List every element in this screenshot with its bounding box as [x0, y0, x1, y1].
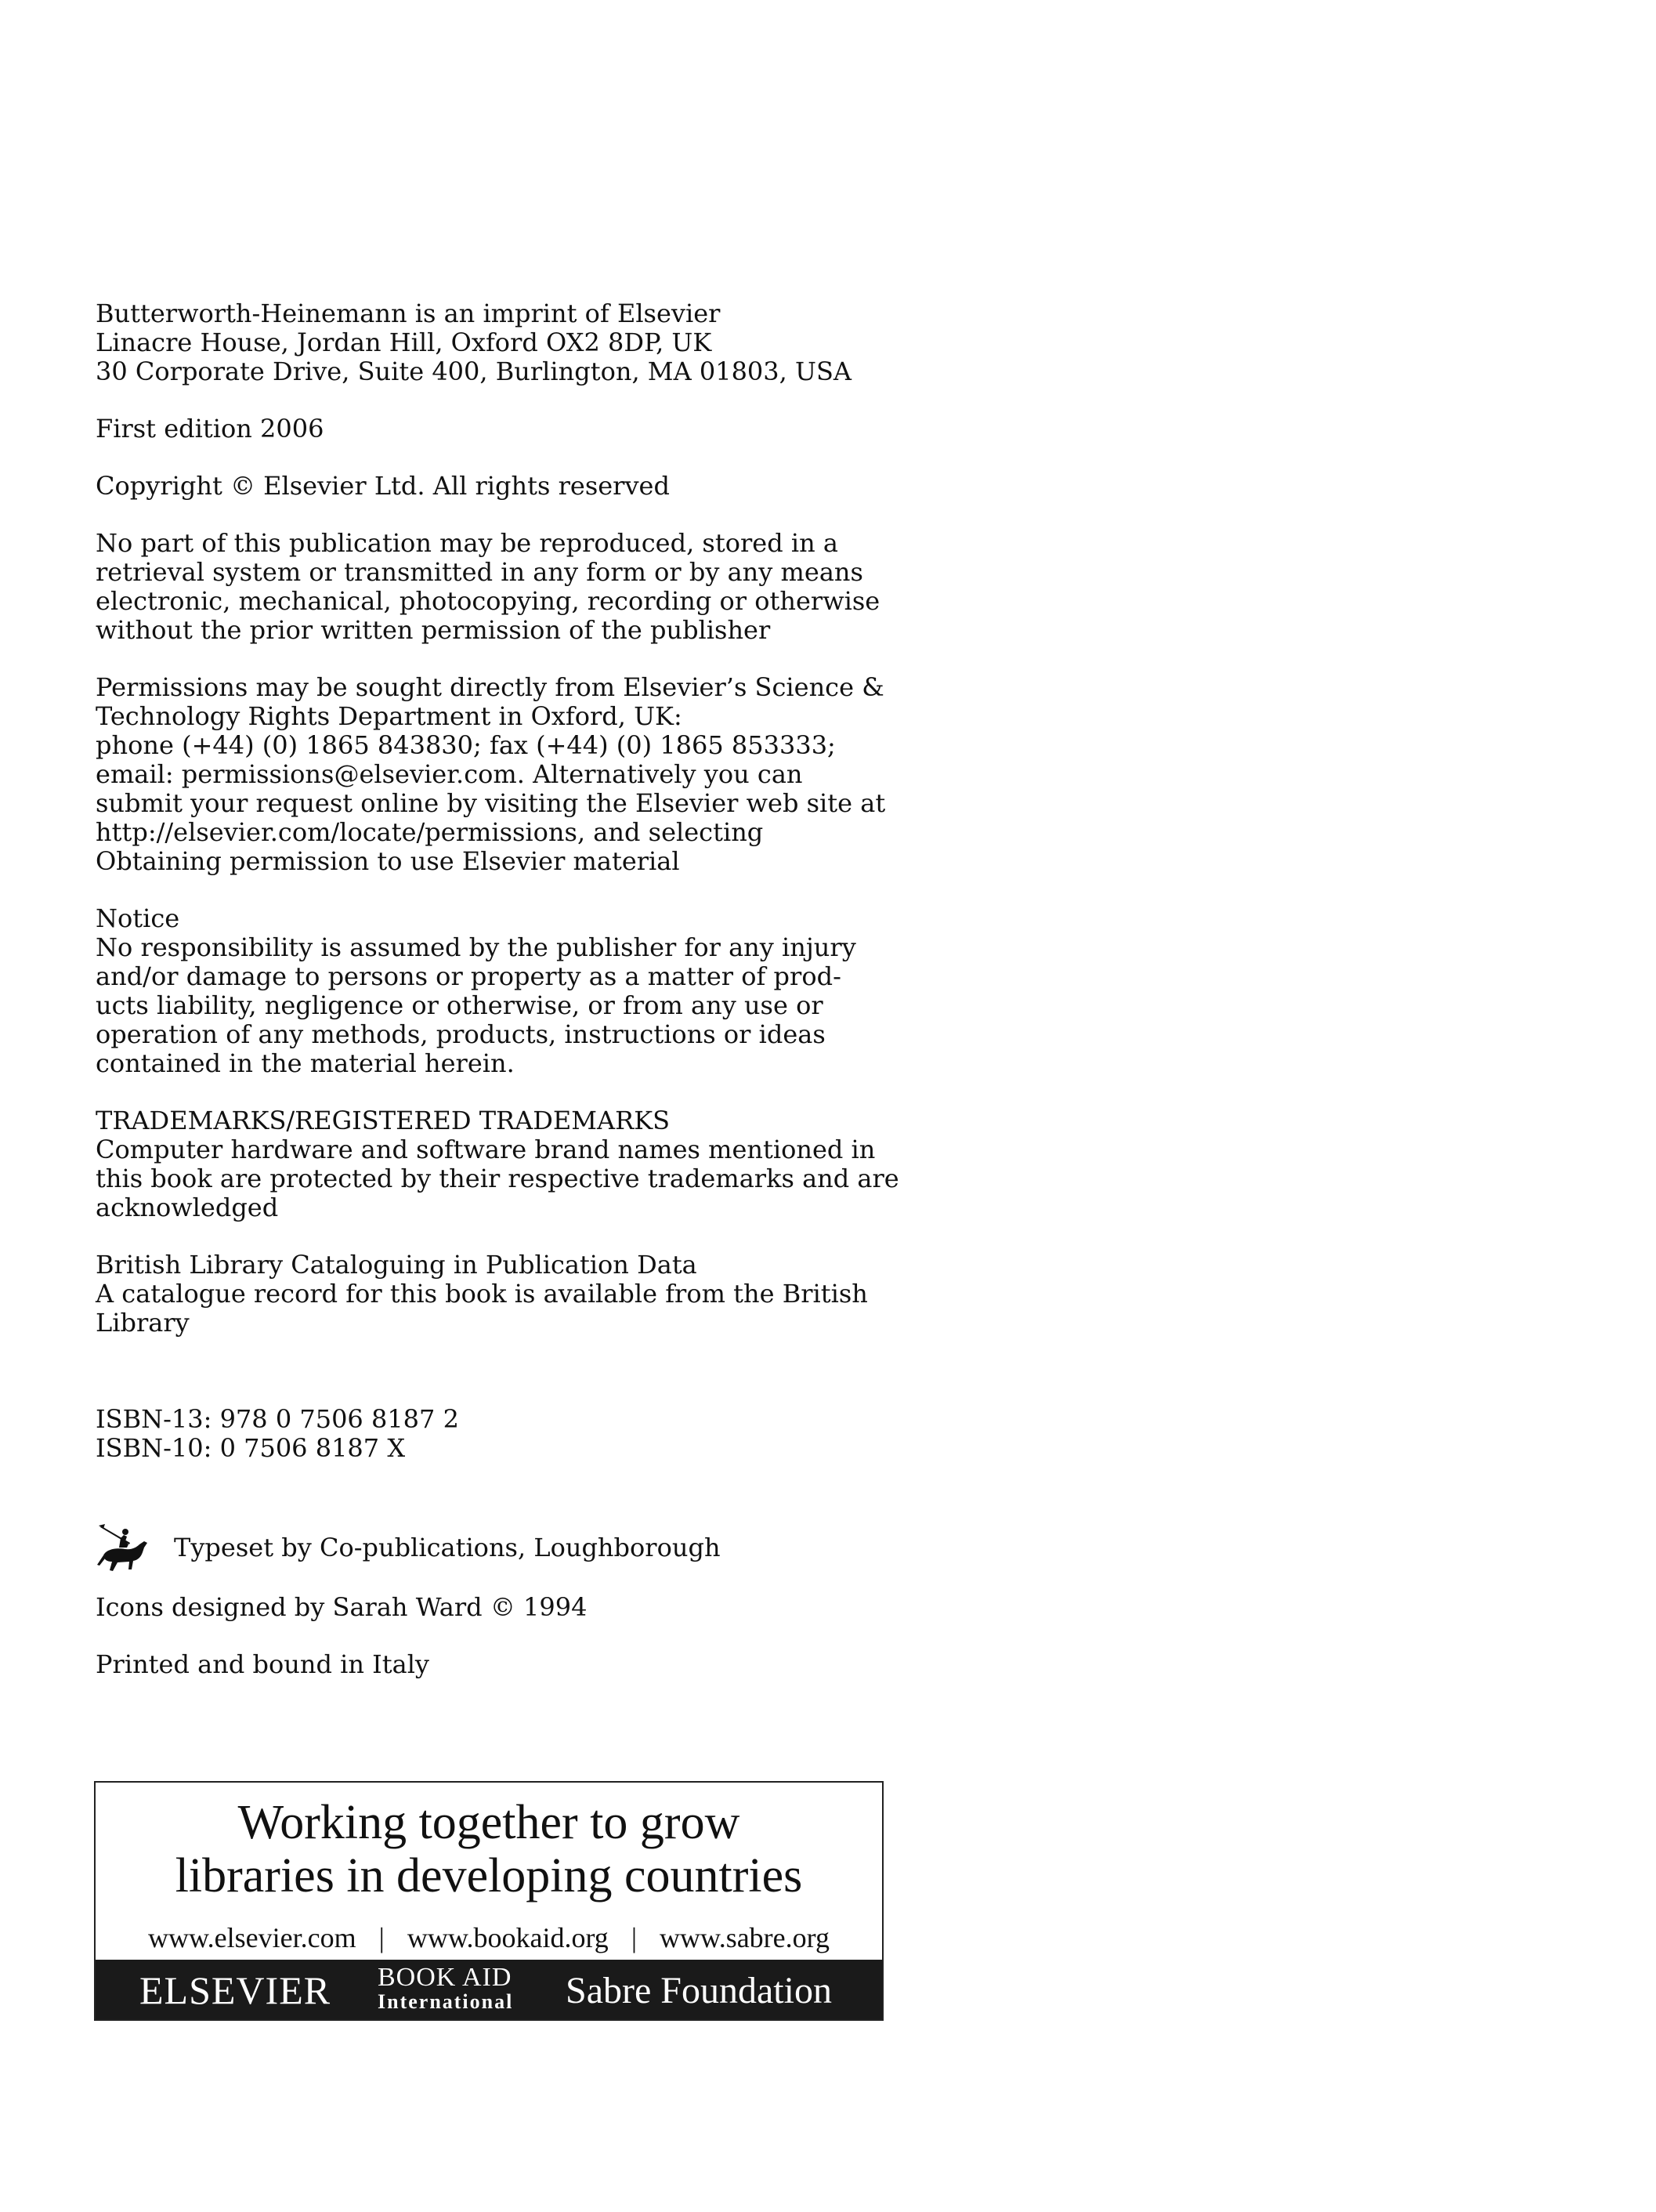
- trademarks-heading: TRADEMARKS/REGISTERED TRADEMARKS: [96, 1106, 671, 1135]
- notice-line: No responsibility is assumed by the publisher for any injury: [96, 932, 856, 962]
- rights-line: without the prior written permission of the publisher: [96, 615, 771, 645]
- trademarks-line: Computer hardware and software brand names mentioned in: [96, 1135, 876, 1164]
- isbn-block: [96, 1405, 459, 1463]
- elsevier-logo: ELSEVIER: [139, 1968, 331, 2012]
- elsevier-url-link[interactable]: www.elsevier.com: [148, 1922, 356, 1953]
- notice-heading: Notice: [96, 903, 180, 933]
- typeset-credit: [96, 1524, 879, 1579]
- permissions-line: phone (+44) (0) 1865 843830; fax (+44) (0) 1865 853333;: [96, 730, 836, 760]
- sabre-foundation-logo: Sabre Foundation: [566, 1970, 832, 2011]
- publisher-address: [96, 299, 926, 386]
- isbn-13: ISBN-13: 978 0 7506 8187 2: [96, 1404, 459, 1434]
- publisher-line: Linacre House, Jordan Hill, Oxford OX2 8DP, UK: [96, 328, 712, 357]
- permissions-line: Obtaining permission to use Elsevier material: [96, 846, 680, 876]
- icons-credit: Icons designed by Sarah Ward © 1994: [96, 1592, 588, 1622]
- permissions-statement: [96, 673, 926, 876]
- book-aid-logo-line2: International: [378, 1990, 514, 2013]
- copyright-statement: [96, 472, 926, 501]
- url-separator: |: [378, 1922, 385, 1953]
- banner-headline: libraries in developing countries: [175, 1849, 803, 1902]
- permissions-line: email: permissions@elsevier.com. Alternatively you can: [96, 759, 803, 789]
- cip-section: [96, 1251, 926, 1338]
- notice-section: [96, 904, 926, 1078]
- cip-line: Library: [96, 1308, 190, 1338]
- publisher-line: 30 Corporate Drive, Suite 400, Burlington, MA 01803, USA: [96, 357, 852, 386]
- url-separator: |: [631, 1922, 638, 1953]
- trademarks-section: [96, 1106, 926, 1222]
- copyright-text-column: [96, 299, 926, 1366]
- edition-line: First edition 2006: [96, 414, 324, 443]
- sabre-url-link[interactable]: www.sabre.org: [660, 1922, 830, 1953]
- publisher-line: Butterworth-Heinemann is an imprint of Elsevier: [96, 299, 721, 328]
- copyright-line: Copyright © Elsevier Ltd. All rights reserved: [96, 471, 670, 501]
- rights-line: electronic, mechanical, photocopying, recording or otherwise: [96, 586, 880, 616]
- permissions-line: submit your request online by visiting the Elsevier web site at: [96, 788, 886, 818]
- book-aid-logo-line1: BOOK AID: [378, 1963, 512, 1992]
- permissions-line: Technology Rights Department in Oxford, UK:: [96, 701, 682, 731]
- banner-urls: [96, 1922, 882, 1953]
- banner-logo-bar: [96, 1960, 882, 2019]
- cip-line: A catalogue record for this book is available from the British: [96, 1279, 868, 1309]
- permissions-line: http://elsevier.com/locate/permissions, and selecting: [96, 817, 764, 847]
- isbn-10: ISBN-10: 0 7506 8187 X: [96, 1433, 406, 1463]
- notice-line: and/or damage to persons or property as a matter of prod-: [96, 961, 841, 991]
- bookaid-url-link[interactable]: www.bookaid.org: [407, 1922, 609, 1953]
- rights-line: retrieval system or transmitted in any form or by any means: [96, 557, 863, 587]
- book-aid-banner: [94, 1781, 884, 2021]
- horse-rider-icon: [96, 1524, 152, 1579]
- notice-line: contained in the material herein.: [96, 1048, 515, 1078]
- edition-statement: [96, 415, 926, 443]
- trademarks-line: acknowledged: [96, 1193, 279, 1222]
- notice-line: ucts liability, negligence or otherwise, or from any use or: [96, 990, 823, 1020]
- printed-statement: Printed and bound in Italy: [96, 1649, 429, 1679]
- cip-line: British Library Cataloguing in Publication Data: [96, 1250, 697, 1280]
- banner-headline: Working together to grow: [237, 1796, 740, 1849]
- rights-line: No part of this publication may be reproduced, stored in a: [96, 528, 838, 558]
- rights-statement: [96, 529, 926, 645]
- notice-line: operation of any methods, products, instructions or ideas: [96, 1019, 826, 1049]
- trademarks-line: this book are protected by their respective trademarks and are: [96, 1164, 899, 1193]
- permissions-line: Permissions may be sought directly from Elsevier’s Science &: [96, 672, 884, 702]
- book-aid-logo: [378, 1964, 513, 2013]
- typeset-text: Typeset by Co-publications, Loughborough: [174, 1533, 721, 1562]
